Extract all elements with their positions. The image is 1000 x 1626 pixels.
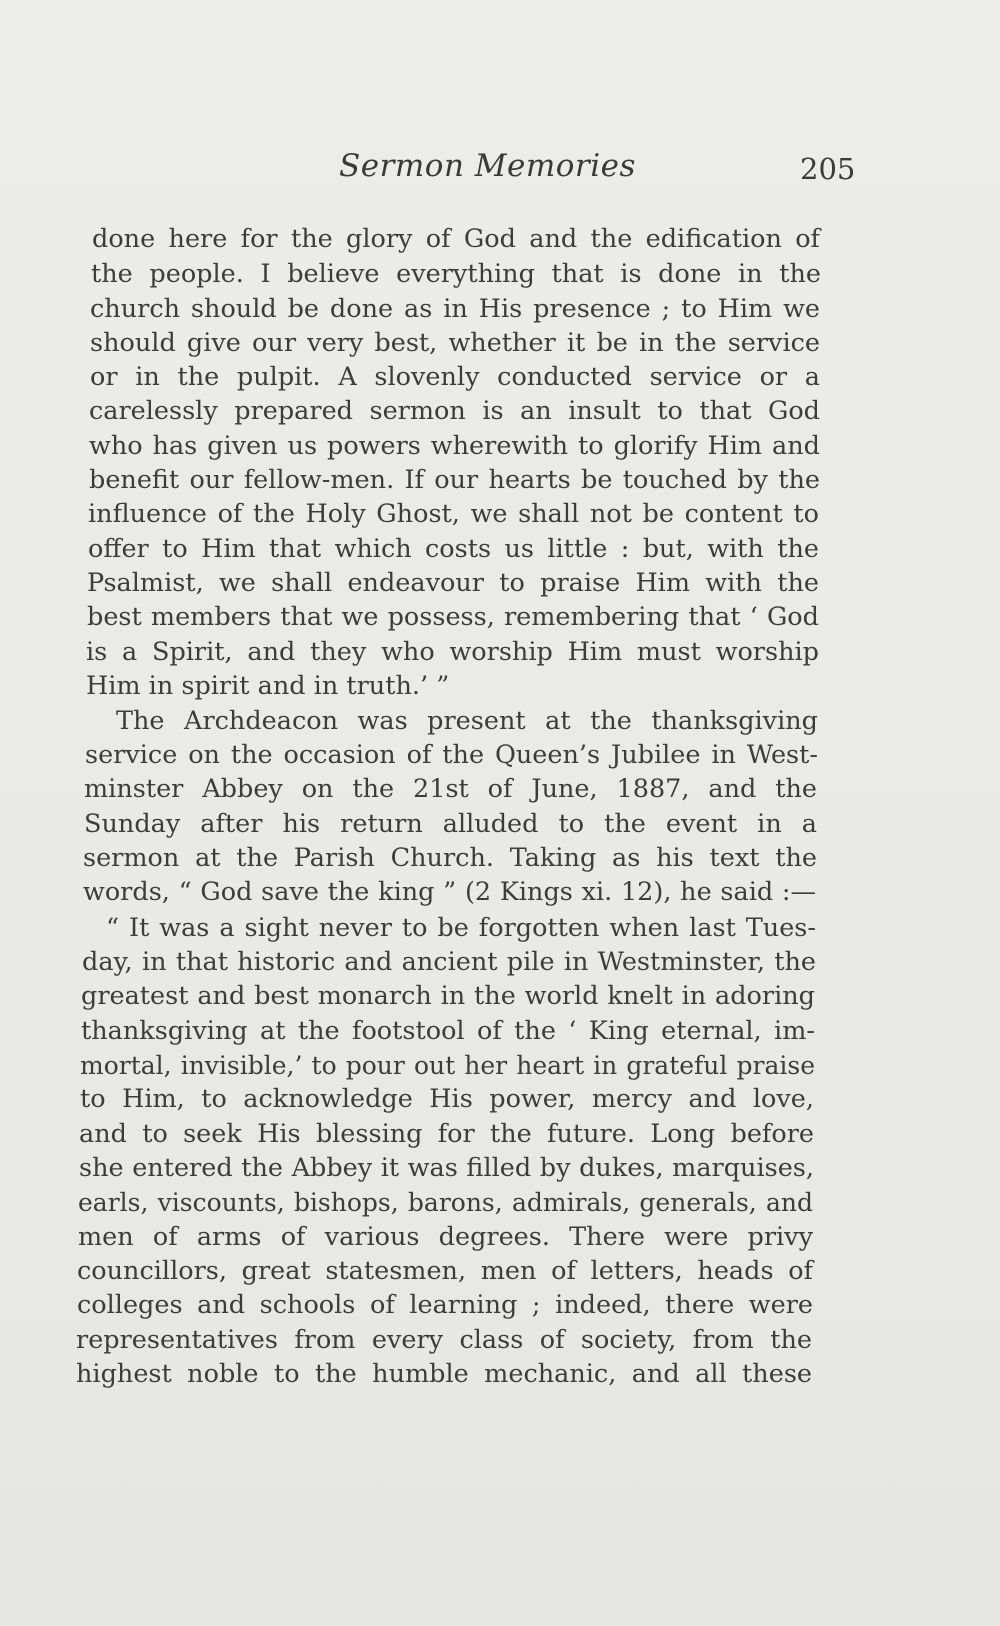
text-line: mortal, invisible,’ to pour out her heart in grateful praise	[80, 1051, 815, 1080]
text-line: The Archdeacon was present at the thanksgiving	[116, 706, 818, 736]
text-line: influence of the Holy Ghost, we shall not be content to	[88, 499, 819, 529]
text-line: best members that we possess, remembering that ‘ God	[87, 602, 819, 632]
text-line: thanksgiving at the footstool of the ‘ King eternal, im-	[81, 1016, 815, 1046]
text-line: carelessly prepared sermon is an insult to that God	[89, 396, 820, 426]
text-line: words, “ God save the king ” (2 Kings xi. 12), he said :—	[83, 877, 816, 907]
text-line: who has given us powers wherewith to glorify Him and	[89, 431, 820, 461]
text-line: the people. I believe everything that is done in the	[91, 259, 821, 289]
text-line: Sunday after his return alluded to the event in a	[84, 809, 817, 839]
text-line: greatest and best monarch in the world knelt in adoring	[81, 981, 815, 1011]
text-line: church should be done as in His presence ; to Him we	[90, 294, 820, 324]
text-line: service on the occasion of the Queen’s Jubilee in West-	[85, 740, 818, 770]
text-line: colleges and schools of learning ; indeed, there were	[77, 1290, 813, 1320]
text-line: men of arms of various degrees. There were privy	[78, 1222, 813, 1252]
text-line: “ It was a sight never to be forgotten when last Tues-	[106, 913, 816, 943]
text-line: sermon at the Parish Church. Taking as his text the	[83, 843, 817, 873]
page-header	[0, 148, 1000, 198]
page-number: 205	[800, 152, 856, 186]
text-line: should give our very best, whether it be in the service	[90, 328, 820, 358]
text-line: or in the pulpit. A slovenly conducted service or a	[90, 362, 820, 392]
text-line: earls, viscounts, bishops, barons, admirals, generals, and	[78, 1188, 813, 1217]
text-line: councillors, great statesmen, men of letters, heads of	[77, 1256, 813, 1286]
text-line: to Him, to acknowledge His power, mercy and love,	[80, 1084, 814, 1114]
text-line: day, in that historic and ancient pile in Westminster, the	[82, 947, 816, 977]
text-line: she entered the Abbey it was filled by dukes, marquises,	[79, 1153, 814, 1183]
text-line: Him in spirit and in truth.’ ”	[86, 671, 450, 701]
running-title: Sermon Memories	[339, 148, 636, 184]
text-line: benefit our fellow-men. If our hearts be touched by the	[89, 465, 820, 495]
text-line: offer to Him that which costs us little : but, with the	[88, 534, 819, 564]
text-line: highest noble to the humble mechanic, and all these	[76, 1359, 812, 1389]
text-line: done here for the glory of God and the edification of	[92, 224, 820, 254]
text-line: minster Abbey on the 21st of June, 1887, and the	[84, 774, 817, 804]
text-line: is a Spirit, and they who worship Him must worship	[86, 637, 819, 667]
text-line: representatives from every class of society, from the	[76, 1325, 812, 1355]
text-line: and to seek His blessing for the future. Long before	[79, 1119, 814, 1149]
text-line: Psalmist, we shall endeavour to praise Him with the	[87, 568, 819, 598]
